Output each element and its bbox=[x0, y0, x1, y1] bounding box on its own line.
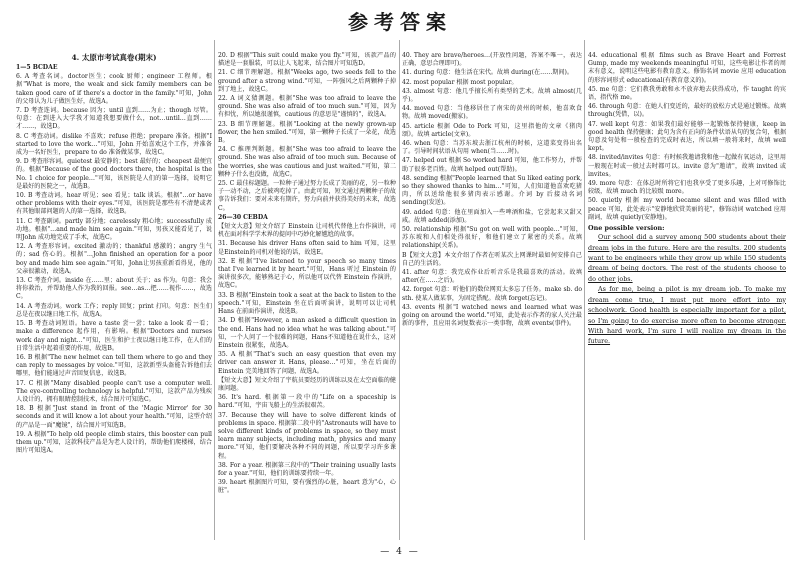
answer-item: 31. Because his driver Hans often said to him 可知，这里是Einstein的司机对他说的话，故选E。 bbox=[218, 240, 396, 256]
answer-item: 21. C 细节理解题。根据"Weeks ago, two seeds fell to the ground after a strong wind."可知，一阵强风之后两颗种子掉到了地上，故选C。 bbox=[218, 69, 396, 93]
answer-item: 8. C 考查动词。dislike 不喜欢；refuse 拒绝；prepare 准备。根据"I started to love the work…"可知，John 开始喜欢这个工作，并准备成为一名好医生，prepare to do 准备做某事，故选C。 bbox=[16, 132, 212, 157]
answer-item: 18. B 根据"Just stand in front of the 'Magic Mirror' for 30 seconds and it will know a lot about your health."可知，这型介绍的产品是一面"魔镜"，结合图片可知选B。 bbox=[16, 405, 212, 429]
column-4 bbox=[588, 52, 786, 540]
essay-paragraph bbox=[588, 284, 786, 346]
answer-item: 44. educational 根据 films such as Brave Heart and Forrest Gump, made my weekends meaningful 可知，这些电影让作者的周末有意义，说明这些电影有教育意义。修饰名词 movie 应用 education 的形容词形式 educational(有教育意义的)。 bbox=[588, 52, 786, 84]
passage-summary: B【短文大意】本文介绍了作者在听某次上网课时最如何安排自己自己的生活的。 bbox=[402, 251, 582, 267]
answer-item: 9. D 考查形容词。quietest 最安静的；best 最好的；cheapest 最便宜的。根据"Because of the good doctors there, the hospital is the No. 1 choice for people…"可知，该医院是人们的第一选择，说明它是最好的医院之一，故选B。 bbox=[16, 158, 212, 190]
answer-item: 42. most popular 根据 most popular。 bbox=[402, 78, 518, 86]
answer-item: 41. after 句意：我完成作业后听音乐是我最喜欢的活动。故填 after(在……之后)。 bbox=[402, 269, 582, 285]
section-title: 4. 太原市考试真卷(期末) bbox=[71, 53, 157, 62]
answer-item: 46. through 句意：在她人们变近的，最好的放松方式是通过锻炼。故填 through(凭借，以)。 bbox=[588, 103, 786, 119]
answer-item: 35. A 根据"That's such an easy question that even my driver can answer it. Hans, please…"可知，坐在后面的 Einstein 完美地回答了问题，故选A。 bbox=[218, 351, 396, 375]
answer-item: 33. B 根据"Einstein took a seat at the back to listen to the speech."可知，Einstein 坐在后面听演讲，说明可以让司机 Hans 在前面作演讲，故选B。 bbox=[218, 291, 396, 316]
answer-item: 38. For a year. 根据第三段中的"Their training usually lasts for a year."可知，他们的训练要持续一年。 bbox=[218, 461, 396, 477]
column-2 bbox=[218, 52, 396, 540]
page-title: 参考答案 bbox=[348, 10, 452, 34]
answer-item: 11. C 考查副词。partly 部分地；carelessly 粗心地；successfully 成功地。根据"…and made him see again."可知，男孩又能看见了，说明John 成功地完成了手术，故选C。 bbox=[16, 217, 212, 242]
answer-item: 41. during 句意：他生活在宋代。故填 during(在……期间)。 bbox=[402, 69, 573, 77]
page-number: — 4 — bbox=[380, 547, 420, 557]
answer-item: 23. B 细节理解题。根据"Looking at the newly grown-up flower, the hen smiled."可知，第一颗种子长成了一朵花，故选B。 bbox=[218, 120, 396, 145]
essay-text: Our school did a survey among 500 students about their dream jobs in the future. Here are the results. 200 students want to be engineers while they grow up while 150 students dream of being doctors. The rest of the students choose to do other jobs. bbox=[588, 233, 786, 283]
answer-item: 15. B 考查动词短语。have a taste 尝一尝；take a look 看一看；make a difference 起作用，有影响。根据"Doctors and nurses work day and night…"可知，医生和护士夜以继日地工作，在人们的日常生活中起着重要的作用，故选B。 bbox=[16, 320, 212, 352]
answer-item: 47. well kept 句意：如果我们最好能够一起锻炼保持健康，keep in good health 保持健康；此句为含有正向的条件状语从句的复合句，根据句意及句处和一般检查的完成时表达，所以填一般将来时，故填 well kept。 bbox=[588, 120, 786, 153]
answer-item: 34. D 根据"However, a man asked a difficult question in the end. Hans had no idea what he was talking about."可知，一个人问了一个很难的问题，Hans不知道他在说什么，这对 Einstein 很紧张，故选A。 bbox=[218, 317, 396, 349]
answer-item: 43. events 根据"I watched news and learned what was going on around the world."可知，此处表示作者的家人关注最新的事件，且应用名词复数表示一类事物，故填 events(事件)。 bbox=[402, 303, 582, 328]
answer-item: 39. heart 根据图片可知，要有强烈的心脏，heart 意为"心，心脏"。 bbox=[218, 479, 396, 495]
answer-item: 12. A 考查形容词。excited 激动的；thankful 感激的；angry 生气的；sad 伤心的。根据"…John finished an operation for a poor boy and made him see again."可知，John让男孩重新看得见，他的父亲很激动，故选A。 bbox=[16, 243, 212, 275]
answer-item: 48. sending 根据"People learned that Su liked eating pork, so they showed thanks to him…"可知，人们知道他喜欢吃猪肉，所以送给他很多猪肉表示感谢。介词 by 后接动名词 sending(发送)。 bbox=[402, 174, 582, 207]
answer-item: 6. A 考查名词。doctor医生；cook 厨师；engineer 工程师。根据"What is more, the weak and sick family members can be taken good care of if there's a doctor in the family."可知，John的父母认为儿子做医生好，故选A。 bbox=[16, 73, 212, 105]
answer-item: 47. helped out 根据 So worked hard 可知，他工作努力，并帮助了很多老百姓。故填 helped out(帮助)。 bbox=[402, 157, 582, 173]
answer-item: 45. me 句意：它们教我勇敢和永不放弃地去获得成功，作 taught 的宾语，指代格 me。 bbox=[588, 85, 786, 102]
answers-line: 1—5 BCDAE bbox=[16, 64, 58, 71]
passage-summary: 【短文大意】短文介绍了宇航员要经历的训练以及在太空面临的健康问题。 bbox=[218, 376, 396, 392]
answer-item: 36. It's hard. 根据第一段中的"Life on a spaceship is hard."可知，宇宙飞船上的生活很艰苦。 bbox=[218, 394, 396, 410]
answer-item: 50. relationship 根据"Su got on well with people…"可知，苏东坡和人们相处得很好，和他们建立了紧密的关系。故填 relationship(关系)。 bbox=[402, 226, 582, 250]
answers-line: 26—30 CEBDA bbox=[218, 213, 268, 221]
column-divider bbox=[214, 40, 215, 540]
answer-item: 19. A 根据"To help old people climb stairs, this booster can pull them up."可知，这款科技产品是为老人设计的，帮助他们爬楼梯，结合图片可知选A。 bbox=[16, 430, 212, 455]
answer-item: 44. moved 句意：当他移居住了南宋的黄州的时候，他喜欢食物。故填 moved(搬家)。 bbox=[402, 105, 582, 121]
essay-paragraph bbox=[588, 232, 786, 284]
answer-item: 40. They are brave/heroes…(开放性问题，答案不唯一，表达正确，意思合理即可)。 bbox=[402, 52, 582, 68]
answer-item: 45. article 根据 Ode to Pork 可知，这里指他的文章《猪肉颂》。故填 article(文章)。 bbox=[402, 122, 582, 138]
answer-item: 7. D 考查连词。because 因为；until 直到……为止；though 尽管。句意：在到进入大学我才知道我想要做什么，not…until…直到……才……，故选D。 bbox=[16, 107, 212, 131]
answer-item: 37. Because they will have to solve different kinds of problems in space. 根据第二段中的"Astronauts will have to solve different kinds of problems in space, so they must learn many subjects, including math, physics and many more."可知，他们要解决各种不同的问题，所以要学习许多课程。 bbox=[218, 411, 396, 460]
answer-item: 14. A 考查动词。work 工作；reply 回复；print 打印。句意：医生们总是在夜以继日地工作，故选A。 bbox=[16, 302, 212, 318]
answer-item: 10. B 考查动词。hear 听见；see 看见；talk 谈话。根据"…or have other problems with their eyes."可知，该医院是那些有不清楚或者有其他眼部问题的人的第一选择，故选B。 bbox=[16, 192, 212, 216]
answer-item: 20. D 根据"This suit could make you fly."可知，该款产品的描述是一套服装，可以让人飞起来，结合图片可知选D。 bbox=[218, 52, 396, 68]
essay-text: As for me, being a pilot is my dream job. To make my dream come true, I must put more effort into my schoolwork. Good health is especially important for a pilot, so I'm going to do exercise more often to become stronger. With hard work, I'm sure I will realize my dream in the future. bbox=[588, 285, 786, 346]
answer-item: 32. E 根据"I've listened to your speech so many times that I've learned it by heart."可知，Hans 听过 Einstein 的演讲很多次，能够熟记于心，所以他可以代替 Einstein 作演讲，故选C。 bbox=[218, 257, 396, 290]
answer-item: 16. B 根据"The new helmet can tell them where to go and they can reply to messages by voice."可知，这款新型头盔能告诉他们去哪里，他们能通过声音回复信息，故选B。 bbox=[16, 353, 212, 378]
answer-item: 17. C 根据"Many disabled people can't use a computer well. The eye-controlling technology is helpful."可知，这款产品为残疾人设计的，拥有眼睛控制技术，结合图片可知选C。 bbox=[16, 379, 212, 403]
answer-item: 49. added 句意：他在里面加入一些啤酒和盐，它尝起来又甜又咸。故填 added(添加)。 bbox=[402, 208, 582, 224]
answer-item: 48. invited/invites 句意：有时候我邀请我和他一起做有氧运动，这里用一般现在时或一般过去时都可以。invite 意为"邀请"，故填 invited 或 invites。 bbox=[588, 154, 786, 178]
column-3 bbox=[402, 52, 582, 540]
answer-item: 43. almost 句意：他几乎擅长所有类型的艺术。故填 almost(几乎)。 bbox=[402, 87, 582, 104]
column-divider bbox=[399, 40, 400, 540]
answer-item: 46. when 句意：当苏东坡去浙江杭州的时候，这道菜变得出名了。引导时间状语从句用 when(当……时)。 bbox=[402, 140, 582, 156]
answer-item: 25. C 最佳标题题。一粒种子通过努力长成了美丽的花，另一粒种子一动不动，之后被鸡吃掉了。由此可知，短文通过两颗种子的故事告诉我们：要对未来有期许，努力向前并获得美好的未来，故选C。 bbox=[218, 180, 396, 212]
answer-item: 42. forget 句意：听他们的数位网页太多忘了任务。make sb. do sth. 使某人做某事，为固定搭配。故填 forget(忘记)。 bbox=[402, 286, 582, 302]
answer-item: 13. C 考查介词。inside 在……里；about 关于；as 作为。句意：我会将你救治，并帮助他人作为我的回报。see…as…把……视作……，故选C。 bbox=[16, 277, 212, 301]
answer-item: 49. more 句意：在体总时所将它们也我享受了更多乐趣，上对可修饰比较级，故填 much 的比较级 more。 bbox=[588, 180, 786, 196]
passage-summary: 【短文大意】短文介绍了 Einstein 让司机代替他上台作演讲，司机在面对科学学术界的提问中巧妙化解尴尬的故事。 bbox=[218, 223, 396, 239]
answer-item: 24. C 推理判断题。根据"She was too afraid to leave the ground. She was also afraid of too much sun. Because of the worries, she was cautious and just waited."可知，第二颗种子什么也没做，故选C。 bbox=[218, 146, 396, 178]
answer-item: 50. quietly 根据 my world became silent and was filled with peace 可知，此处表示"安静地欣赏美丽的花"，修饰动词 watched 应用副词，故填 quietly(安静地)。 bbox=[588, 197, 786, 221]
answer-item: 22. A 词义猜测题。根据"She was too afraid to leave the ground. She was also afraid of too much sun."可知，因为有担忧，所以她很谨慎，cautious 的意思是"谨慎的"，故选A。 bbox=[218, 95, 396, 119]
essay-heading: One possible version: bbox=[588, 224, 665, 233]
column-divider bbox=[584, 40, 585, 540]
column-1 bbox=[16, 52, 212, 540]
